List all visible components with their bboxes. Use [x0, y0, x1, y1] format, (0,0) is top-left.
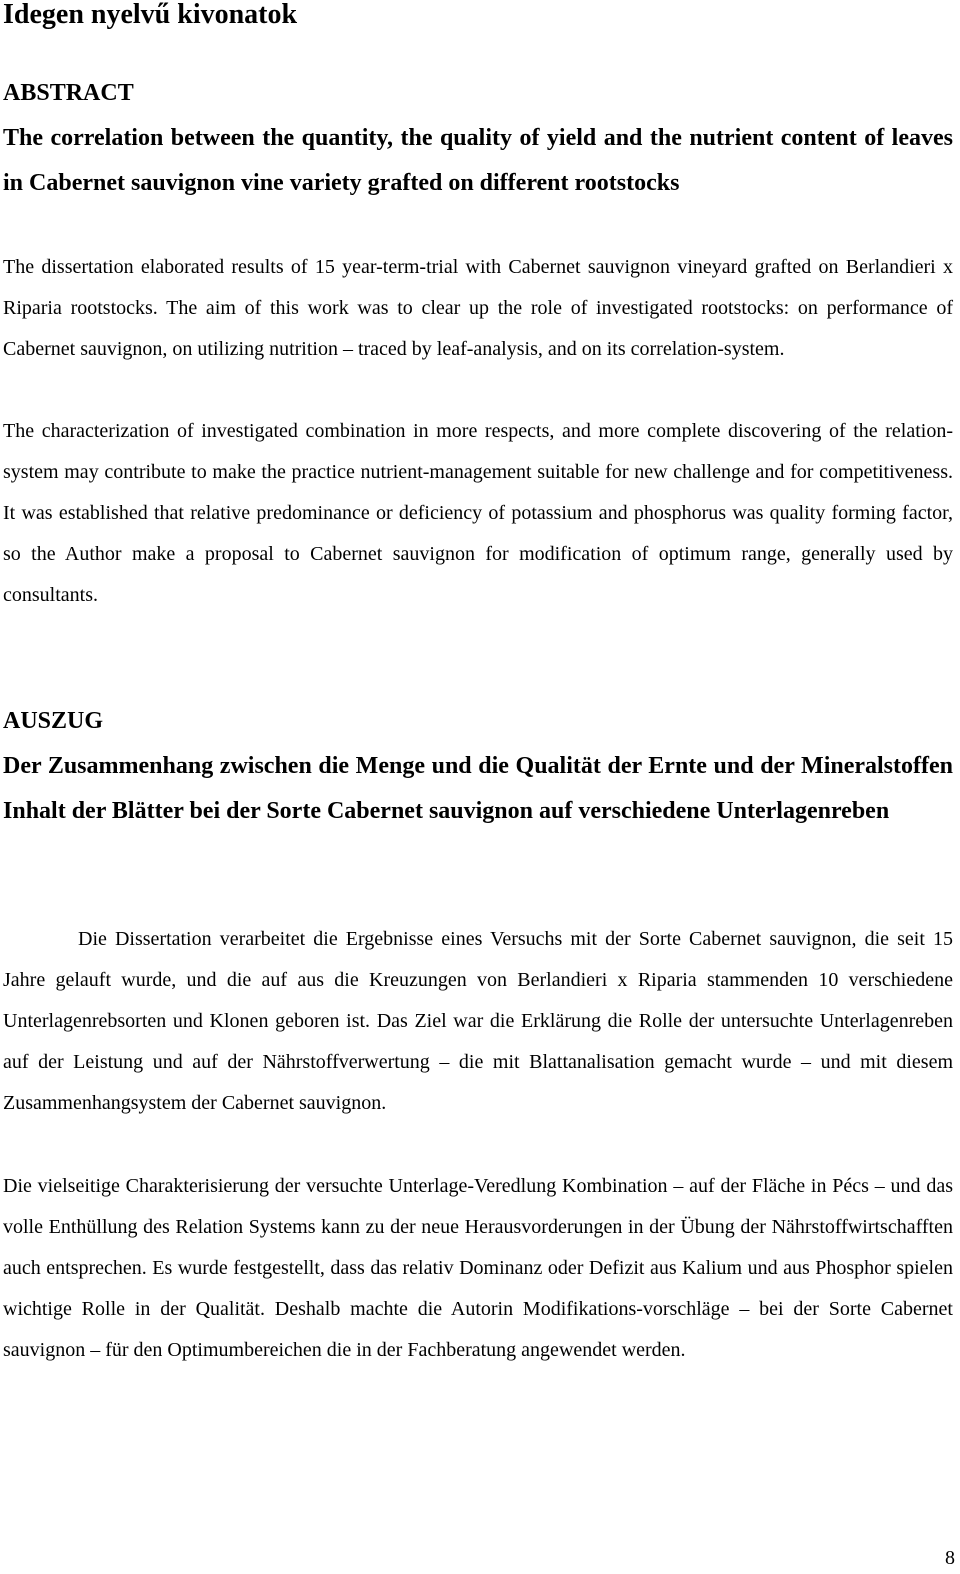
page-number: 8 — [945, 1547, 955, 1569]
german-paragraph-1: Die Dissertation verarbeitet die Ergebnisse eines Versuchs mit der Sorte Cabernet sauvignon, die seit 15 Jahre gelauft wurde, und die auf aus die Kreuzungen von Berlandieri x Riparia stammenden 10 verschiedene Unterlagenrebsorten und Klonen geboren ist. Das Ziel war die Erklärung die Rolle der untersuchte Unterlagenreben auf der Leistung und auf der Nährstoffverwertung – die mit Blattanalisation gemacht wurde – und mit diesem Zusammenhangsystem der Cabernet sauvignon. — [3, 928, 953, 1114]
german-paragraph-2: Die vielseitige Charakterisierung der versuchte Unterlage-Veredlung Kombination – auf der Fläche in Pécs – und das volle Enthüllung des Relation Systems kann zu der neue Herausvorderungen in der Übung der Nährstoffwirtschafften auch entsprechen. Es wurde festgestellt, dass das relativ Dominanz oder Defizit aus Kalium und aus Phosphor spielen wichtige Rolle in der Qualität. Deshalb machte die Autorin Modifikations-vorschläge – bei der Sorte Cabernet sauvignon – für den Optimumbereichen die in der Fachberatung angewendet werden. — [3, 1175, 953, 1361]
page-title: Idegen nyelvű kivonatok — [3, 0, 298, 30]
english-abstract-title: The correlation between the quantity, the quality of yield and the nutrient content of leaves in Cabernet sauvignon vine variety grafted on different rootstocks — [3, 125, 953, 196]
english-paragraph-1: The dissertation elaborated results of 15 year-term-trial with Cabernet sauvignon vineyard grafted on Berlandieri x Riparia rootstocks. The aim of this work was to clear up the role of investigated rootstocks: on performance of Cabernet sauvignon, on utilizing nutrition – traced by leaf-analysis, and on its correlation-system. — [3, 256, 953, 360]
german-abstract-heading: AUSZUG — [3, 708, 104, 734]
english-paragraph-2: The characterization of investigated combination in more respects, and more complete discovering of the relation-system may contribute to make the practice nutrient-management suitable for new challenge and for competitiveness. It was established that relative predominance or deficiency of potassium and phosphorus was quality forming factor, so the Author make a proposal to Cabernet sauvignon for modification of optimum range, generally used by consultants. — [3, 420, 953, 606]
german-abstract-title: Der Zusammenhang zwischen die Menge und die Qualität der Ernte und der Mineralstoffen Inhalt der Blätter bei der Sorte Cabernet sauvignon auf verschiedene Unterlagenreben — [3, 753, 953, 824]
english-abstract-heading: ABSTRACT — [3, 80, 134, 106]
